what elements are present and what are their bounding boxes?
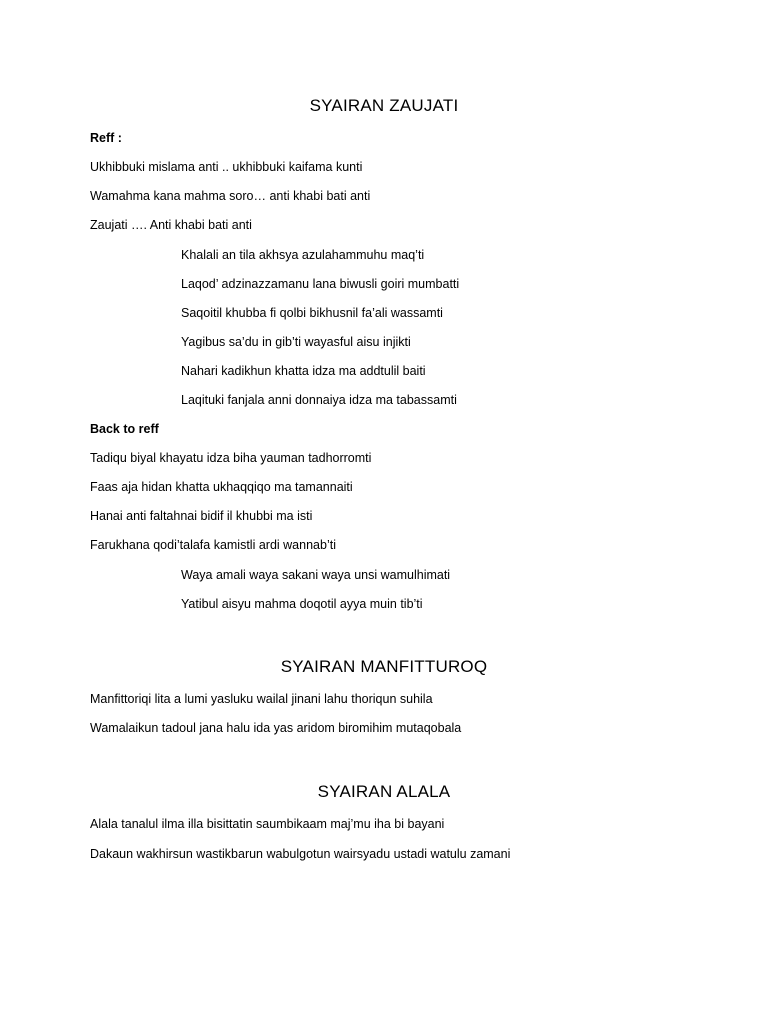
lyric-line: Wamalaikun tadoul jana halu ida yas aridom biromihim mutaqobala	[90, 721, 462, 735]
lyric-line-indented: Laqod’ adzinazzamanu lana biwusli goiri mumbatti	[181, 277, 460, 291]
lyric-line: Wamahma kana mahma soro… anti khabi bati anti	[90, 189, 371, 203]
section-title-zaujati: SYAIRAN ZAUJATI	[309, 96, 459, 115]
lyric-line: Tadiqu biyal khayatu idza biha yauman tadhorromti	[90, 451, 372, 465]
lyric-line-indented: Waya amali waya sakani waya unsi wamulhimati	[181, 568, 451, 582]
section-title-manfitturoq: SYAIRAN MANFITTUROQ	[280, 657, 488, 676]
lyric-line: Back to reff	[90, 422, 159, 436]
lyric-line: Faas aja hidan khatta ukhaqqiqo ma tamannaiti	[90, 480, 353, 494]
lyric-line: Farukhana qodi’talafa kamistli ardi wannab’ti	[90, 538, 336, 552]
lyric-line: Alala tanalul ilma illa bisittatin saumbikaam maj’mu iha bi bayani	[90, 817, 445, 831]
lyric-line: Ukhibbuki mislama anti .. ukhibbuki kaifama kunti	[90, 160, 363, 174]
lyric-line-indented: Khalali an tila akhsya azulahammuhu maq’ti	[181, 248, 425, 262]
lyric-line-indented: Yagibus sa’du in gib’ti wayasful aisu injikti	[181, 335, 411, 349]
lyric-line-indented: Yatibul aisyu mahma doqotil ayya muin tib’ti	[181, 597, 423, 611]
lyric-line-indented: Saqoitil khubba fi qolbi bikhusnil fa’ali wassamti	[181, 306, 443, 320]
lyric-line: Zaujati …. Anti khabi bati anti	[90, 218, 252, 232]
lyric-line: Manfittoriqi lita a lumi yasluku wailal jinani lahu thoriqun suhila	[90, 692, 433, 706]
lyric-line-indented: Nahari kadikhun khatta idza ma addtulil baiti	[181, 364, 426, 378]
lyric-line: Reff :	[90, 131, 122, 145]
lyric-line: Dakaun wakhirsun wastikbarun wabulgotun wairsyadu ustadi watulu zamani	[90, 847, 511, 861]
lyric-line: Hanai anti faltahnai bidif il khubbi ma isti	[90, 509, 313, 523]
lyric-line-indented: Laqituki fanjala anni donnaiya idza ma tabassamti	[181, 393, 457, 407]
section-title-alala: SYAIRAN ALALA	[317, 782, 451, 801]
